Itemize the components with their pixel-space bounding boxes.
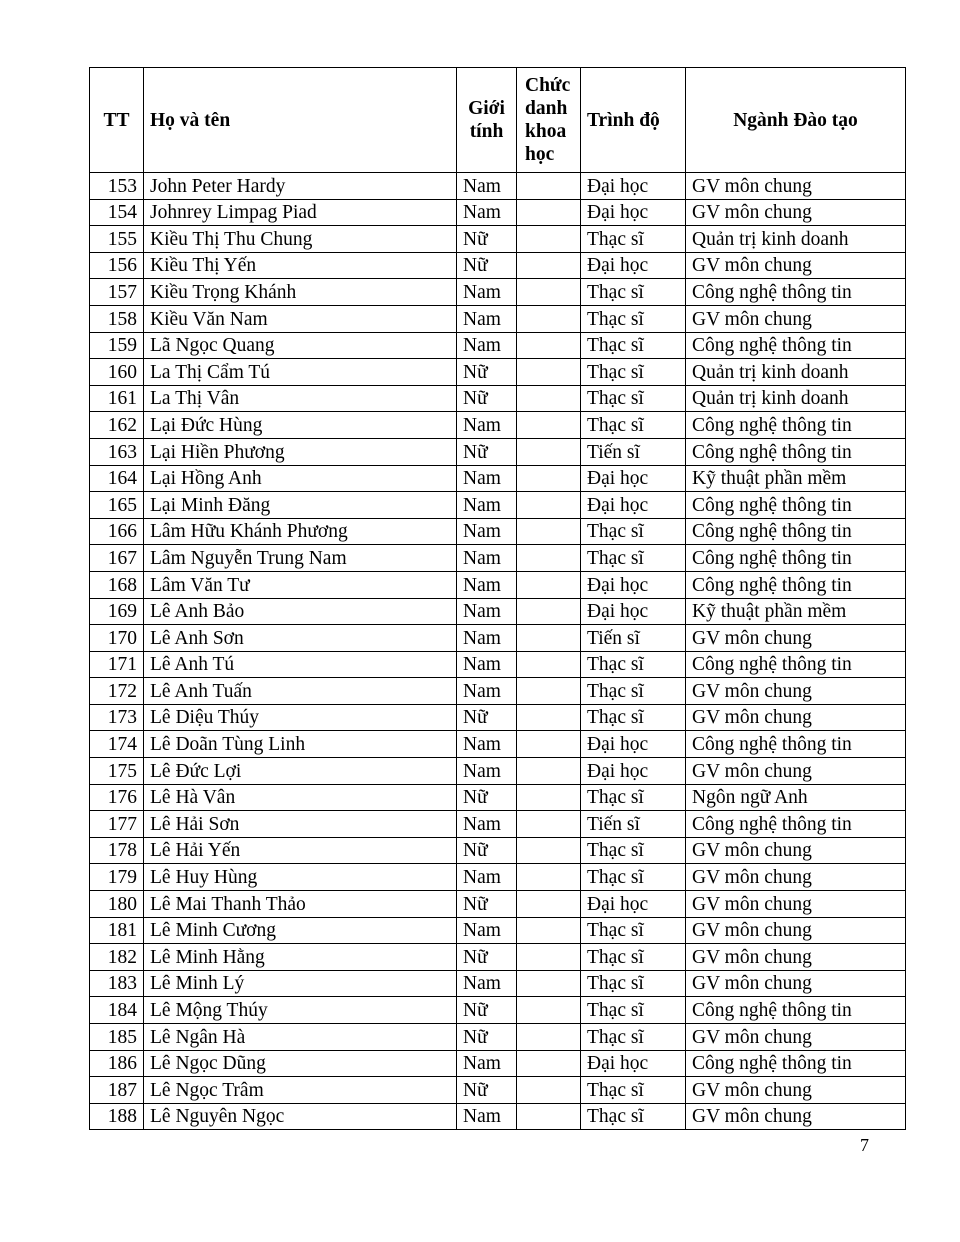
table-row [90, 997, 906, 1024]
cell-name: Lâm Hữu Khánh Phương [144, 518, 457, 545]
cell-major: Công nghệ thông tin [686, 571, 906, 598]
cell-degree: Đại học [581, 758, 686, 785]
cell-tt: 154 [90, 199, 144, 226]
cell-gender: Nam [457, 678, 517, 705]
cell-gender: Nam [457, 1103, 517, 1130]
cell-gender: Nam [457, 412, 517, 439]
cell-tt: 158 [90, 305, 144, 332]
cell-academic-title [517, 571, 581, 598]
cell-degree: Đại học [581, 465, 686, 492]
cell-major: GV môn chung [686, 1024, 906, 1051]
cell-gender: Nữ [457, 997, 517, 1024]
header-academic-title: Chức danh khoa học [517, 68, 581, 173]
cell-major: Công nghệ thông tin [686, 279, 906, 306]
cell-major: Công nghệ thông tin [686, 997, 906, 1024]
cell-gender: Nam [457, 970, 517, 997]
cell-academic-title [517, 1050, 581, 1077]
cell-name: Kiều Trọng Khánh [144, 279, 457, 306]
cell-academic-title [517, 412, 581, 439]
cell-academic-title [517, 997, 581, 1024]
cell-gender: Nam [457, 173, 517, 200]
cell-name: Lê Anh Tú [144, 651, 457, 678]
cell-tt: 160 [90, 359, 144, 386]
cell-major: Công nghệ thông tin [686, 518, 906, 545]
cell-name: Lâm Văn Tư [144, 571, 457, 598]
table-row [90, 385, 906, 412]
cell-degree: Thạc sĩ [581, 1077, 686, 1104]
cell-name: Lê Doãn Tùng Linh [144, 731, 457, 758]
cell-academic-title [517, 1024, 581, 1051]
cell-degree: Đại học [581, 571, 686, 598]
cell-tt: 187 [90, 1077, 144, 1104]
cell-gender: Nam [457, 332, 517, 359]
cell-tt: 172 [90, 678, 144, 705]
cell-major: GV môn chung [686, 625, 906, 652]
cell-degree: Thạc sĩ [581, 837, 686, 864]
cell-academic-title [517, 279, 581, 306]
cell-tt: 181 [90, 917, 144, 944]
cell-degree: Thạc sĩ [581, 545, 686, 572]
cell-degree: Thạc sĩ [581, 1024, 686, 1051]
table-body [90, 173, 906, 1130]
cell-gender: Nam [457, 545, 517, 572]
cell-gender: Nữ [457, 226, 517, 253]
cell-major: GV môn chung [686, 1077, 906, 1104]
cell-major: GV môn chung [686, 305, 906, 332]
cell-major: Công nghệ thông tin [686, 412, 906, 439]
cell-degree: Thạc sĩ [581, 305, 686, 332]
table-row [90, 1077, 906, 1104]
cell-major: GV môn chung [686, 891, 906, 918]
cell-academic-title [517, 970, 581, 997]
table-row [90, 678, 906, 705]
cell-gender: Nữ [457, 891, 517, 918]
cell-tt: 159 [90, 332, 144, 359]
cell-tt: 164 [90, 465, 144, 492]
cell-tt: 182 [90, 944, 144, 971]
cell-gender: Nam [457, 465, 517, 492]
cell-name: Lê Mai Thanh Thảo [144, 891, 457, 918]
cell-tt: 165 [90, 492, 144, 519]
cell-gender: Nữ [457, 438, 517, 465]
cell-academic-title [517, 1077, 581, 1104]
cell-major: Công nghệ thông tin [686, 332, 906, 359]
cell-degree: Thạc sĩ [581, 784, 686, 811]
table-row [90, 199, 906, 226]
cell-tt: 180 [90, 891, 144, 918]
table-row [90, 811, 906, 838]
cell-name: Lê Ngân Hà [144, 1024, 457, 1051]
cell-major: GV môn chung [686, 917, 906, 944]
cell-major: GV môn chung [686, 252, 906, 279]
cell-gender: Nam [457, 571, 517, 598]
cell-tt: 168 [90, 571, 144, 598]
cell-name: Lã Ngọc Quang [144, 332, 457, 359]
cell-degree: Thạc sĩ [581, 385, 686, 412]
table-row [90, 332, 906, 359]
cell-major: GV môn chung [686, 944, 906, 971]
cell-gender: Nam [457, 864, 517, 891]
cell-tt: 183 [90, 970, 144, 997]
cell-major: Kỹ thuật phần mềm [686, 598, 906, 625]
table-row [90, 465, 906, 492]
table-row [90, 518, 906, 545]
cell-gender: Nam [457, 625, 517, 652]
cell-academic-title [517, 465, 581, 492]
cell-tt: 167 [90, 545, 144, 572]
cell-degree: Thạc sĩ [581, 226, 686, 253]
cell-academic-title [517, 305, 581, 332]
cell-gender: Nữ [457, 944, 517, 971]
cell-gender: Nữ [457, 1077, 517, 1104]
cell-gender: Nam [457, 279, 517, 306]
cell-degree: Tiến sĩ [581, 438, 686, 465]
cell-name: Lê Hải Yến [144, 837, 457, 864]
cell-gender: Nam [457, 518, 517, 545]
cell-name: Lê Ngọc Trâm [144, 1077, 457, 1104]
cell-tt: 177 [90, 811, 144, 838]
cell-major: GV môn chung [686, 704, 906, 731]
cell-degree: Thạc sĩ [581, 332, 686, 359]
cell-degree: Đại học [581, 598, 686, 625]
cell-name: Lê Anh Sơn [144, 625, 457, 652]
cell-tt: 166 [90, 518, 144, 545]
cell-gender: Nữ [457, 704, 517, 731]
cell-tt: 179 [90, 864, 144, 891]
cell-major: GV môn chung [686, 837, 906, 864]
cell-academic-title [517, 811, 581, 838]
cell-academic-title [517, 1103, 581, 1130]
cell-tt: 188 [90, 1103, 144, 1130]
table-row [90, 917, 906, 944]
cell-degree: Tiến sĩ [581, 811, 686, 838]
cell-gender: Nam [457, 199, 517, 226]
cell-major: Công nghệ thông tin [686, 651, 906, 678]
cell-degree: Thạc sĩ [581, 864, 686, 891]
cell-major: Kỹ thuật phần mềm [686, 465, 906, 492]
cell-degree: Đại học [581, 199, 686, 226]
table-row [90, 438, 906, 465]
cell-major: Quản trị kinh doanh [686, 226, 906, 253]
cell-gender: Nữ [457, 385, 517, 412]
cell-degree: Thạc sĩ [581, 997, 686, 1024]
cell-name: Kiều Văn Nam [144, 305, 457, 332]
table-row [90, 1103, 906, 1130]
cell-name: Lê Minh Lý [144, 970, 457, 997]
cell-major: GV môn chung [686, 199, 906, 226]
cell-tt: 174 [90, 731, 144, 758]
header-major: Ngành Đào tạo [686, 68, 906, 173]
cell-degree: Thạc sĩ [581, 1103, 686, 1130]
cell-gender: Nam [457, 1050, 517, 1077]
cell-gender: Nam [457, 651, 517, 678]
cell-major: Quản trị kinh doanh [686, 359, 906, 386]
cell-gender: Nam [457, 305, 517, 332]
table-row [90, 173, 906, 200]
cell-academic-title [517, 545, 581, 572]
cell-degree: Thạc sĩ [581, 678, 686, 705]
cell-tt: 169 [90, 598, 144, 625]
cell-major: Công nghệ thông tin [686, 545, 906, 572]
cell-degree: Thạc sĩ [581, 651, 686, 678]
cell-academic-title [517, 837, 581, 864]
table-row [90, 252, 906, 279]
cell-major: GV môn chung [686, 1103, 906, 1130]
cell-degree: Đại học [581, 492, 686, 519]
table-row [90, 571, 906, 598]
staff-table [89, 67, 906, 1130]
cell-degree: Đại học [581, 173, 686, 200]
cell-academic-title [517, 385, 581, 412]
cell-degree: Đại học [581, 252, 686, 279]
table-row [90, 598, 906, 625]
cell-gender: Nam [457, 492, 517, 519]
cell-name: Lại Hồng Anh [144, 465, 457, 492]
cell-name: Kiều Thị Thu Chung [144, 226, 457, 253]
cell-tt: 153 [90, 173, 144, 200]
cell-gender: Nam [457, 811, 517, 838]
cell-tt: 176 [90, 784, 144, 811]
cell-academic-title [517, 199, 581, 226]
header-tt: TT [90, 68, 144, 173]
cell-gender: Nữ [457, 252, 517, 279]
table-row [90, 758, 906, 785]
cell-major: Công nghệ thông tin [686, 492, 906, 519]
table-row [90, 731, 906, 758]
cell-gender: Nam [457, 598, 517, 625]
cell-major: Công nghệ thông tin [686, 731, 906, 758]
cell-academic-title [517, 252, 581, 279]
cell-gender: Nam [457, 758, 517, 785]
cell-name: La Thị Vân [144, 385, 457, 412]
cell-gender: Nữ [457, 359, 517, 386]
cell-degree: Thạc sĩ [581, 970, 686, 997]
cell-academic-title [517, 518, 581, 545]
cell-tt: 157 [90, 279, 144, 306]
table-row [90, 944, 906, 971]
table-row [90, 784, 906, 811]
table-row [90, 704, 906, 731]
cell-tt: 155 [90, 226, 144, 253]
cell-tt: 178 [90, 837, 144, 864]
cell-major: GV môn chung [686, 678, 906, 705]
cell-academic-title [517, 438, 581, 465]
table-row [90, 651, 906, 678]
cell-degree: Thạc sĩ [581, 518, 686, 545]
cell-degree: Thạc sĩ [581, 359, 686, 386]
cell-name: Lê Minh Hằng [144, 944, 457, 971]
cell-major: GV môn chung [686, 758, 906, 785]
cell-name: Lê Anh Bảo [144, 598, 457, 625]
cell-name: Lê Minh Cương [144, 917, 457, 944]
cell-academic-title [517, 226, 581, 253]
table-row [90, 226, 906, 253]
cell-gender: Nữ [457, 784, 517, 811]
cell-name: Lê Nguyên Ngọc [144, 1103, 457, 1130]
cell-gender: Nữ [457, 837, 517, 864]
table-row [90, 305, 906, 332]
cell-major: GV môn chung [686, 864, 906, 891]
table-row [90, 545, 906, 572]
cell-tt: 184 [90, 997, 144, 1024]
cell-name: Lại Hiền Phương [144, 438, 457, 465]
cell-major: Quản trị kinh doanh [686, 385, 906, 412]
cell-tt: 185 [90, 1024, 144, 1051]
cell-name: Lê Diệu Thúy [144, 704, 457, 731]
cell-academic-title [517, 864, 581, 891]
cell-tt: 173 [90, 704, 144, 731]
cell-academic-title [517, 917, 581, 944]
cell-academic-title [517, 944, 581, 971]
cell-major: Công nghệ thông tin [686, 438, 906, 465]
cell-degree: Tiến sĩ [581, 625, 686, 652]
cell-name: Johnrey Limpag Piad [144, 199, 457, 226]
cell-name: Lê Hà Vân [144, 784, 457, 811]
cell-name: Lại Minh Đăng [144, 492, 457, 519]
cell-name: Lê Đức Lợi [144, 758, 457, 785]
cell-academic-title [517, 359, 581, 386]
cell-tt: 162 [90, 412, 144, 439]
table-row [90, 279, 906, 306]
table-header-row [90, 68, 906, 173]
cell-tt: 156 [90, 252, 144, 279]
cell-major: GV môn chung [686, 173, 906, 200]
cell-degree: Thạc sĩ [581, 279, 686, 306]
cell-academic-title [517, 784, 581, 811]
cell-tt: 186 [90, 1050, 144, 1077]
cell-tt: 171 [90, 651, 144, 678]
page-number: 7 [860, 1135, 869, 1155]
cell-degree: Thạc sĩ [581, 412, 686, 439]
cell-tt: 175 [90, 758, 144, 785]
cell-name: Lê Hải Sơn [144, 811, 457, 838]
cell-degree: Đại học [581, 1050, 686, 1077]
cell-gender: Nam [457, 917, 517, 944]
cell-degree: Thạc sĩ [581, 704, 686, 731]
cell-name: Lê Huy Hùng [144, 864, 457, 891]
cell-name: Kiều Thị Yến [144, 252, 457, 279]
table-row [90, 1024, 906, 1051]
cell-academic-title [517, 704, 581, 731]
table-row [90, 359, 906, 386]
header-gender: Giới tính [457, 68, 517, 173]
cell-tt: 170 [90, 625, 144, 652]
cell-degree: Đại học [581, 891, 686, 918]
cell-academic-title [517, 598, 581, 625]
cell-academic-title [517, 173, 581, 200]
cell-name: Lê Anh Tuấn [144, 678, 457, 705]
cell-gender: Nam [457, 731, 517, 758]
cell-name: Lê Mộng Thúy [144, 997, 457, 1024]
cell-major: Công nghệ thông tin [686, 811, 906, 838]
cell-major: Công nghệ thông tin [686, 1050, 906, 1077]
cell-academic-title [517, 731, 581, 758]
cell-name: Lại Đức Hùng [144, 412, 457, 439]
cell-academic-title [517, 332, 581, 359]
cell-academic-title [517, 625, 581, 652]
cell-academic-title [517, 758, 581, 785]
cell-academic-title [517, 891, 581, 918]
cell-academic-title [517, 492, 581, 519]
table-row [90, 625, 906, 652]
cell-major: Ngôn ngữ Anh [686, 784, 906, 811]
cell-name: John Peter Hardy [144, 173, 457, 200]
table-row [90, 492, 906, 519]
table-row [90, 970, 906, 997]
cell-academic-title [517, 651, 581, 678]
table-row [90, 1050, 906, 1077]
cell-degree: Đại học [581, 731, 686, 758]
cell-tt: 161 [90, 385, 144, 412]
cell-gender: Nữ [457, 1024, 517, 1051]
table-row [90, 864, 906, 891]
table-row [90, 837, 906, 864]
cell-major: GV môn chung [686, 970, 906, 997]
cell-degree: Thạc sĩ [581, 917, 686, 944]
cell-tt: 163 [90, 438, 144, 465]
cell-name: Lê Ngọc Dũng [144, 1050, 457, 1077]
header-degree: Trình độ [581, 68, 686, 173]
header-name: Họ và tên [144, 68, 457, 173]
cell-degree: Thạc sĩ [581, 944, 686, 971]
cell-name: La Thị Cẩm Tú [144, 359, 457, 386]
table-row [90, 412, 906, 439]
cell-academic-title [517, 678, 581, 705]
cell-name: Lâm Nguyễn Trung Nam [144, 545, 457, 572]
table-row [90, 891, 906, 918]
